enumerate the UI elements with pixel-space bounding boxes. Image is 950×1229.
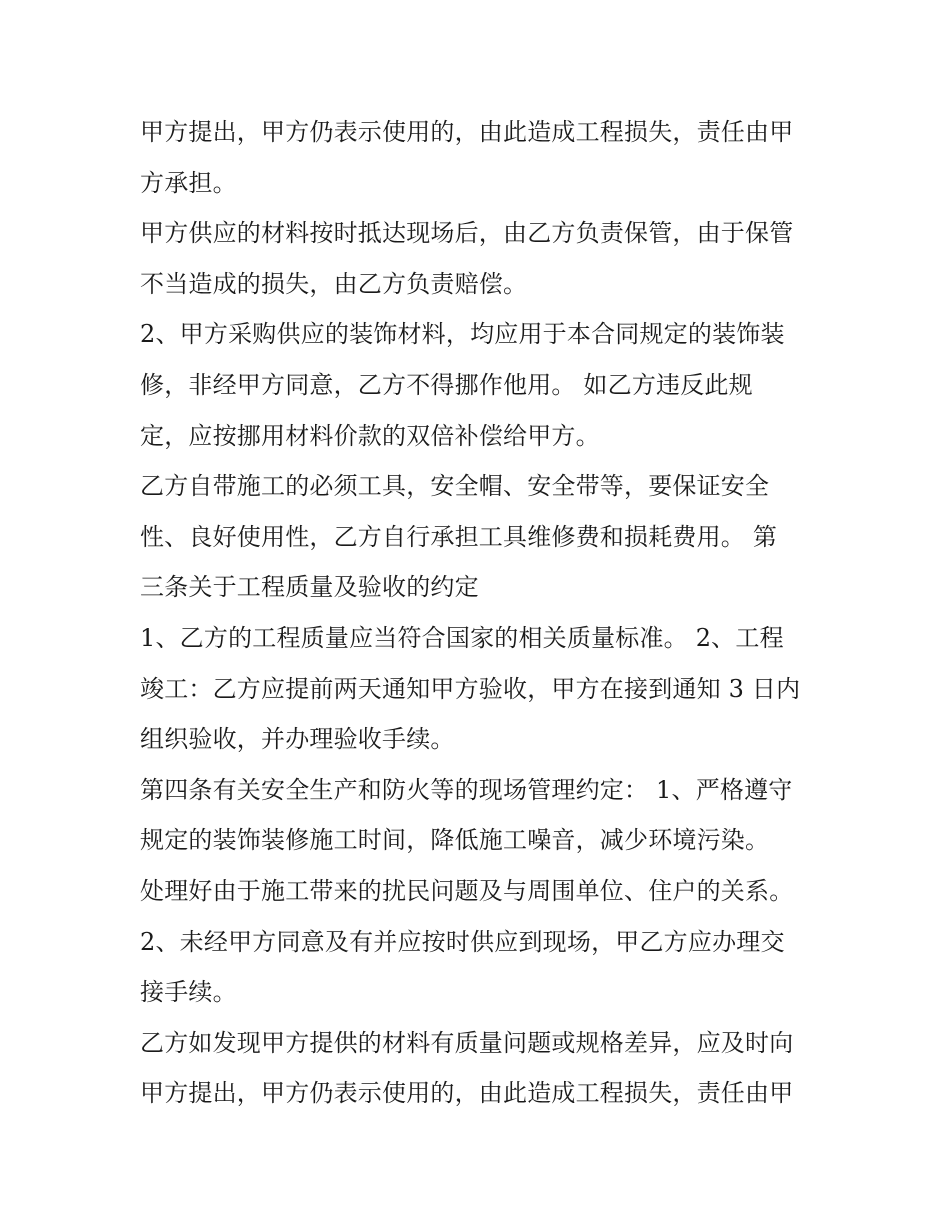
text-line: 规定的装饰装修施工时间，降低施工噪音，减少环境污染。 — [140, 826, 770, 855]
text-line: 甲方供应的材料按时抵达现场后，由乙方负责保管，由于保管 — [140, 219, 794, 248]
text-line: 不当造成的损失，由乙方负责赔偿。 — [140, 269, 528, 298]
text-line: 第四条有关安全生产和防火等的现场管理约定： 1、严格遵守 — [140, 775, 793, 804]
text-line: 方承担。 — [140, 168, 237, 197]
text-line: 组织验收，并办理验收手续。 — [140, 725, 455, 754]
text-line: 乙方如发现甲方提供的材料有质量问题或规格差异，应及时向 — [140, 1028, 794, 1057]
text-line: 2、未经甲方同意及有并应按时供应到现场，甲乙方应办理交 — [140, 927, 785, 956]
text-line: 竣工：乙方应提前两天通知甲方验收，甲方在接到通知 3 日内 — [140, 674, 801, 703]
text-line: 2、甲方采购供应的装饰材料，均应用于本合同规定的装饰装 — [140, 320, 785, 349]
text-line: 修，非经甲方同意，乙方不得挪作他用。 如乙方违反此规 — [140, 370, 753, 399]
text-line: 甲方提出，甲方仍表示使用的，由此造成工程损失，责任由甲 — [140, 118, 794, 146]
text-line: 性、良好使用性，乙方自行承担工具维修费和损耗费用。 第 — [140, 522, 778, 551]
text-line: 1、乙方的工程质量应当符合国家的相关质量标准。 2、工程 — [140, 623, 784, 652]
text-line: 定，应按挪用材料价款的双倍补偿给甲方。 — [140, 421, 600, 450]
text-line: 乙方自带施工的必须工具，安全帽、安全带等，要保证安全 — [140, 472, 770, 501]
text-line: 处理好由于施工带来的扰民问题及与周围单位、住户的关系。 — [140, 876, 794, 905]
text-line: 接手续。 — [140, 978, 237, 1007]
text-line: 三条关于工程质量及验收的约定 — [140, 573, 479, 602]
document-body — [140, 107, 820, 1119]
text-line: 甲方提出，甲方仍表示使用的，由此造成工程损失，责任由甲 — [140, 1079, 794, 1108]
